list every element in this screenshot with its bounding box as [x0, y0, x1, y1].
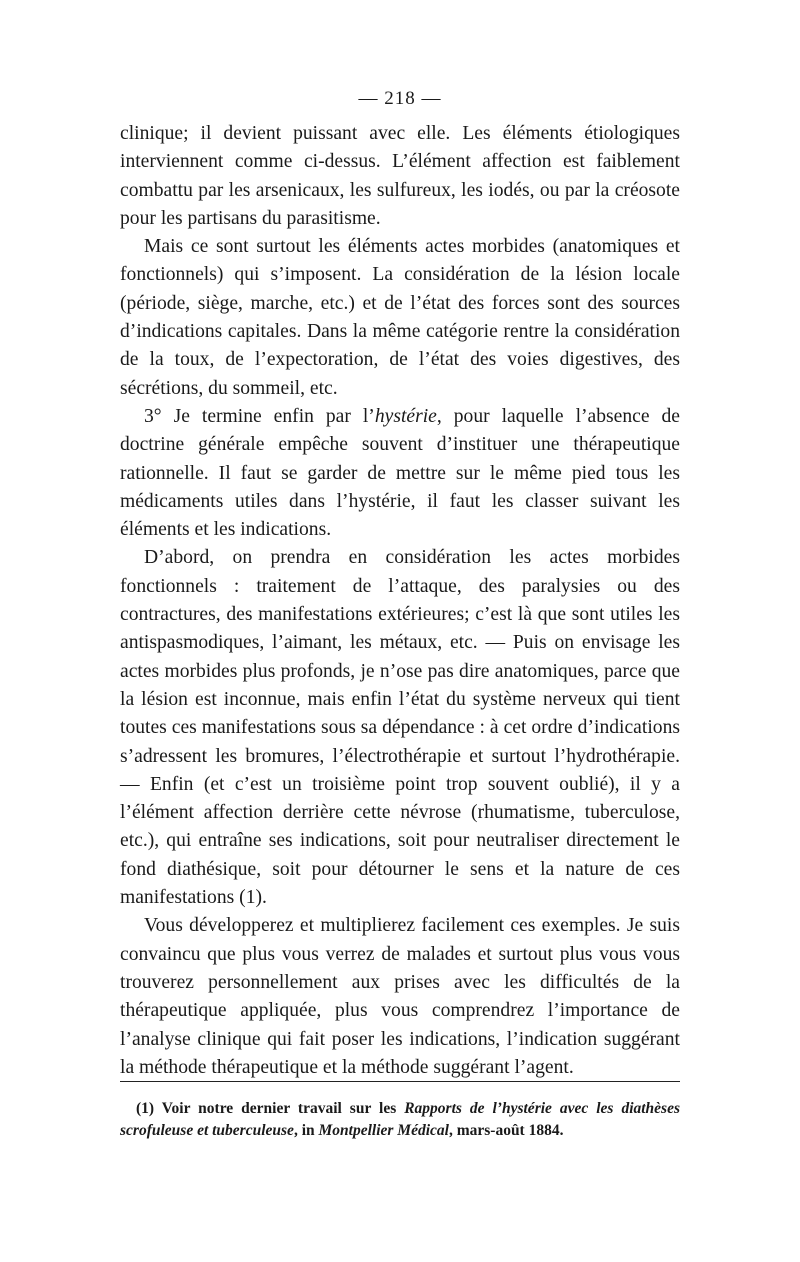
paragraph-2: Mais ce sont surtout les éléments actes morbides (anatomiques et fonctionnels) qui s’imposent. La considération de la lésion locale (période, siège, marche, etc.) et de l’état des forces sont des sources d’indications capitales. Dans la même catégorie rentre la considération de la toux, de l’expectoration, de l’état des voies digestives, des sécrétions, du sommeil, etc.	[120, 236, 680, 399]
paragraph-4: D’abord, on prendra en considération les actes morbides fonctionnels : traitement de l’attaque, des paralysies ou des contractures, des manifestations extérieures; c’est là que sont utiles les antispasmodiques, l’aimant, les métaux, etc. — Puis on envisage les actes morbides plus profonds, je n’ose pas dire anatomiques, parce que la lésion est inconnue, mais enfin l’état du système nerveux qui tient toutes ces manifestations sous sa dépendance : à cet ordre d’indications s’adressent les bromures, l’électrothérapie et surtout l’hydrothérapie. — Enfin (et c’est un troisième point trop souvent oublié), il y a l’élément affection derrière cette névrose (rhumatisme, tuberculose, etc.), qui entraîne ses indications, soit pour neutraliser directement le fond diathésique, soit pour détourner le sens et la nature de ces manifestations (1).	[120, 547, 680, 909]
paragraph-1: clinique; il devient puissant avec elle. Les éléments étiologiques interviennent comme ci-dessus. L’élément affection est faiblement combattu par les arsenicaux, les sulfureux, les iodés, ou par la créosote pour les partisans du parasitisme.	[120, 123, 680, 229]
footnote-journal: Montpellier Médical	[318, 1122, 449, 1139]
paragraph-3-before: 3° Je termine enfin par l’	[144, 405, 375, 427]
paragraph-3-after: , pour laquelle l’absence de doctrine générale empêche souvent d’instituer une thérapeutique rationnelle. Il faut se garder de mettre sur le même pied tous les médicaments utiles dans l’hystérie, il faut les classer suivant les éléments et les indications.	[120, 405, 681, 541]
paragraph-3	[120, 403, 680, 544]
footnote-title: Rapports de l’hystérie avec les diathèses scrofuleuse et tuberculeuse	[120, 1100, 680, 1139]
footnote	[120, 1098, 680, 1142]
footnote-separator	[120, 1081, 680, 1082]
paragraph-5: Vous développerez et multiplierez facilement ces exemples. Je suis convaincu que plus vous verrez de malades et surtout plus vous vous trouverez personnellement aux prises avec les difficultés de la thérapeutique appliquée, plus vous comprendrez l’importance de l’analyse clinique qui fait poser les indications, l’indication suggérant la méthode thérapeutique et la méthode suggérant l’agent.	[120, 915, 680, 1078]
footnote-after: , mars-août 1884.	[448, 1122, 564, 1139]
paragraph-3-emphasis: hystérie	[374, 405, 437, 427]
page-number: — 218 —	[358, 88, 442, 109]
footnote-mid: , in	[293, 1122, 319, 1139]
body-text	[120, 120, 680, 1082]
footnote-marker: (1) Voir notre dernier travail sur les	[136, 1100, 405, 1117]
